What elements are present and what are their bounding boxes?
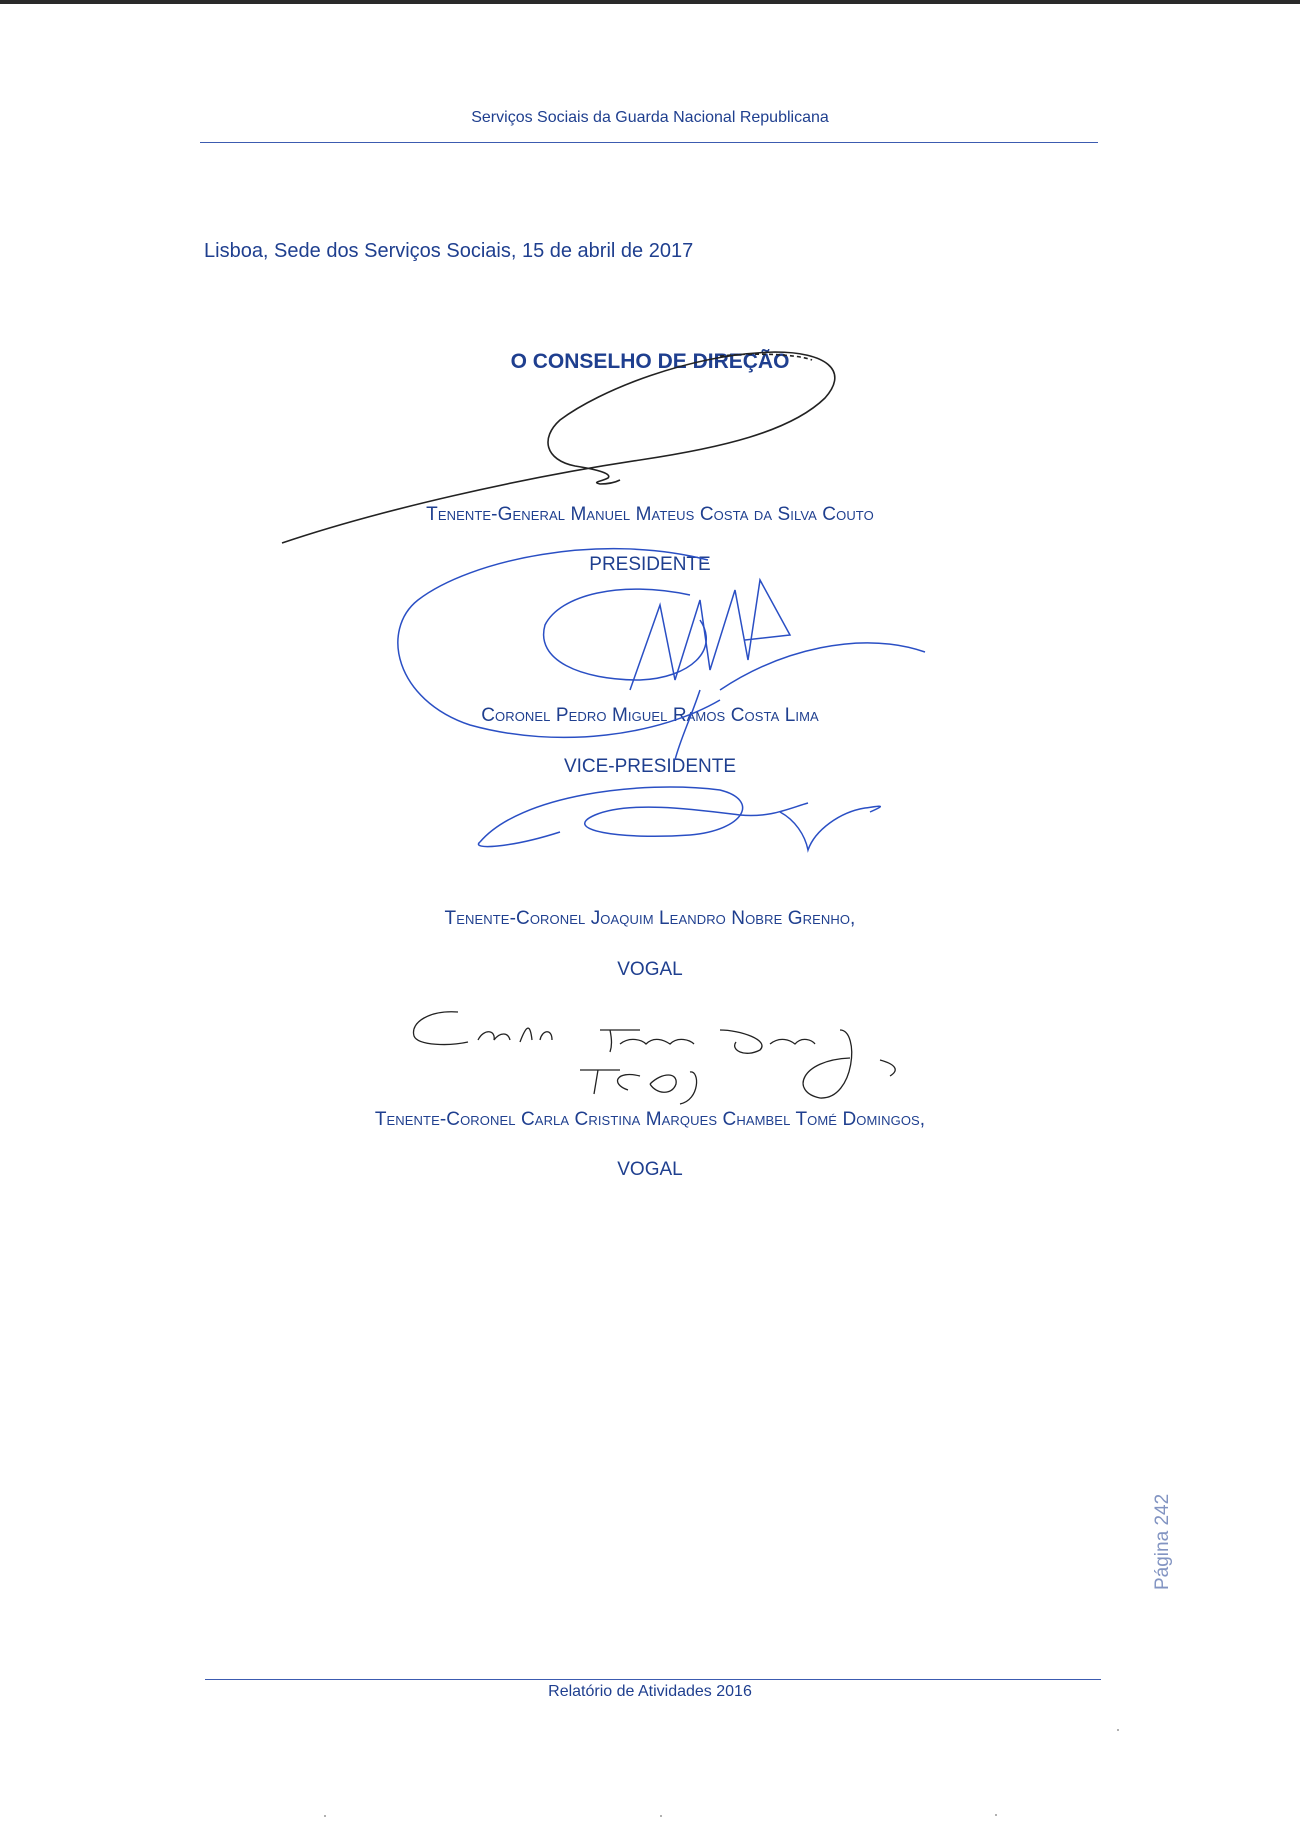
signature-vogal-1 <box>478 787 880 850</box>
place-and-date: Lisboa, Sede dos Serviços Sociais, 15 de abril de 2017 <box>204 240 694 262</box>
scan-top-edge <box>0 0 1300 4</box>
footer-rule <box>205 1679 1101 1680</box>
member-name-vice-president: Coronel Pedro Miguel Ramos Costa Lima <box>481 705 819 726</box>
member-role-vogal-2: VOGAL <box>617 1159 683 1180</box>
signature-vogal-2 <box>413 1012 895 1104</box>
member-role-vogal-1: VOGAL <box>617 959 683 980</box>
page-number: Página 242 <box>1152 1493 1173 1590</box>
scan-speck <box>1117 1729 1119 1731</box>
member-role-president: PRESIDENTE <box>589 554 711 575</box>
member-name-president: Tenente-General Manuel Mateus Costa da Silva Couto <box>426 504 874 525</box>
scan-speck <box>660 1815 662 1817</box>
header-rule <box>200 142 1098 143</box>
scan-speck <box>995 1814 997 1816</box>
signature-vice-president <box>398 549 925 760</box>
scan-speck <box>324 1815 326 1817</box>
board-title: O CONSELHO DE DIREÇÃO <box>510 350 790 373</box>
member-role-vice-president: VICE-PRESIDENTE <box>563 756 737 777</box>
page-header-title: Serviços Sociais da Guarda Nacional Republicana <box>471 109 829 126</box>
page-footer-title: Relatório de Atividades 2016 <box>548 1683 752 1700</box>
member-name-vogal-2: Tenente-Coronel Carla Cristina Marques Chambel Tomé Domingos, <box>374 1109 926 1130</box>
member-name-vogal-1: Tenente-Coronel Joaquim Leandro Nobre Grenho, <box>444 908 856 929</box>
